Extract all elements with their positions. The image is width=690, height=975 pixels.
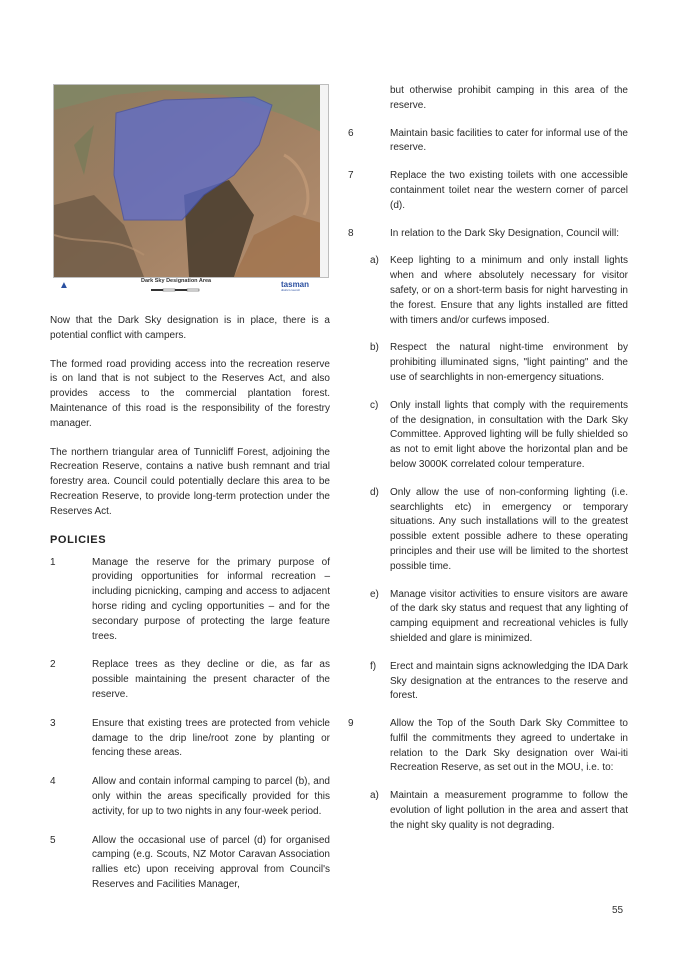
policy-item: [50, 717, 330, 761]
policy-text: Only allow the use of non-conforming lighting (i.e. searchlights etc) in emergency or temporary situations. Any such installations will to the greatest possible extent possible adhere to these operating principles and their use will be limited to the shortest possible time.: [390, 486, 628, 572]
policy-text: Manage the reserve for the primary purpose of providing opportunities for informal recreation – including picnicking, camping and access to adjacent horse riding and cycling opportunities – and for the secondary purpose of protecting the large feature trees.: [92, 556, 330, 642]
policy-continuation: [348, 84, 628, 114]
policy-item: [348, 227, 628, 242]
page-number: 55: [612, 905, 624, 916]
right-column: [348, 84, 628, 847]
policy-text: Allow the occasional use of parcel (d) for organised camping (e.g. Scouts, NZ Motor Caravan Association rallies etc) upon receiving approval from Council's Reserves and Facilities Manager,: [92, 834, 330, 890]
policy-number: 9: [348, 718, 354, 730]
scale-bar-icon: [151, 287, 211, 293]
policy-item: [50, 556, 330, 645]
policy-text: Maintain basic facilities to cater for informal use of the reserve.: [390, 127, 628, 154]
policy-text: Only install lights that comply with the requirements of the designation, in consultation with the Dark Sky Committee. Approved lighting will be fully shielded so as not to emit light above the horizontal plan and be below 3000K correlated colour temperature.: [390, 399, 628, 470]
policy-item: [50, 775, 330, 819]
policy-text: In relation to the Dark Sky Designation, Council will:: [390, 227, 619, 239]
policy-item: [50, 834, 330, 893]
policy-text: Manage visitor activities to ensure visitors are aware of the dark sky status and request that any lighting of camping equipment and recreational vehicles is fully shielded and glare is minimized.: [390, 588, 628, 644]
policy-number: 5: [50, 834, 56, 846]
policy-subitem: [348, 486, 628, 575]
policy-number: 4: [50, 776, 56, 788]
policy-subitem: [348, 254, 628, 328]
policy-text: but otherwise prohibit camping in this area of the reserve.: [390, 85, 628, 111]
policy-item: [348, 169, 628, 213]
tasman-logo: [281, 280, 309, 292]
left-column: [50, 84, 330, 907]
policy-subitem: [348, 789, 628, 833]
policy-text: Respect the natural night-time environment by prohibiting illuminated signs, "light painting" and the use of searchlights in non-emergency situations.: [390, 342, 628, 383]
policy-subitem: [348, 588, 628, 647]
map-caption-text: Dark Sky Designation Area: [141, 278, 212, 284]
subitem-letter: e): [370, 588, 379, 600]
subitem-letter: f): [370, 660, 377, 672]
policy-text: Allow and contain informal camping to parcel (b), and only within the areas specifically provided for this activity, for up to two nights in any four-week period.: [92, 776, 330, 817]
policy-item: [348, 127, 628, 157]
policy-number: 7: [348, 170, 354, 182]
policy-text: Ensure that existing trees are protected from vehicle damage to the drip line/root zone by planting or fencing these areas.: [92, 717, 330, 759]
subitem-letter: a): [370, 255, 379, 267]
policy-subitem: [348, 660, 628, 704]
policy-number: 8: [348, 227, 354, 239]
policy-item: [348, 717, 628, 776]
body-paragraph: Now that the Dark Sky designation is in place, there is a potential conflict with campers.: [50, 315, 330, 341]
subitem-letter: b): [370, 342, 379, 354]
subitem-letter: c): [370, 399, 379, 411]
policy-text: Keep lighting to a minimum and only install lights when and where absolutely necessary for visitor safety, or on a short-term basis for night harvesting in the forest. Ensure that any lights installed are fitted with timers and/or curfews imposed.: [390, 255, 628, 326]
north-arrow-icon: ▲: [59, 280, 69, 291]
tasman-logo-subtext: district council: [281, 288, 300, 292]
aerial-map-graphic: [54, 85, 328, 277]
policy-subitem: [348, 341, 628, 385]
policy-text: Replace the two existing toilets with one accessible containment toilet near the western corner of parcel (d).: [390, 170, 628, 211]
policy-number: 3: [50, 717, 56, 729]
section-heading: POLICIES: [50, 533, 107, 546]
policy-text: Maintain a measurement programme to follow the evolution of light pollution in the area and assert that the night sky quality is not degrading.: [390, 790, 628, 831]
aerial-map-image: [53, 84, 329, 278]
policy-text: Replace trees as they decline or die, as far as possible maintaining the present character of the reserve.: [92, 659, 330, 700]
policy-text: Erect and maintain signs acknowledging the IDA Dark Sky designation at the entrances to the reserve and forest.: [390, 660, 628, 702]
policy-text: Allow the Top of the South Dark Sky Committee to fulfil the commitments they agreed to undertake in relation to the Dark Sky designation over Wai-iti Recreation Reserve, as set out in the MOU, i.e. to:: [390, 718, 628, 774]
policy-item: [50, 658, 330, 702]
policy-number: 1: [50, 556, 56, 568]
tasman-logo-text: tasman: [281, 280, 310, 289]
body-paragraph: The formed road providing access into the recreation reserve is on land that is not subject to the Reserves Act, and also provides access to the commercial plantation forest. Maintenance of this road is the responsibility of the forestry manager.: [50, 358, 330, 429]
policy-subitem: [348, 399, 628, 473]
map-caption-bar: [53, 278, 327, 298]
policy-number: 6: [348, 127, 354, 139]
policy-number: 2: [50, 659, 56, 671]
body-paragraph: The northern triangular area of Tunnicliff Forest, adjoining the Recreation Reserve, contains a native bush remnant and trial forestry area. Council could potentially declare this area to be Recreation Reserve, to provide long-term protection under the Reserves Act.: [50, 446, 330, 517]
subitem-letter: a): [370, 790, 379, 802]
subitem-letter: d): [370, 486, 379, 498]
